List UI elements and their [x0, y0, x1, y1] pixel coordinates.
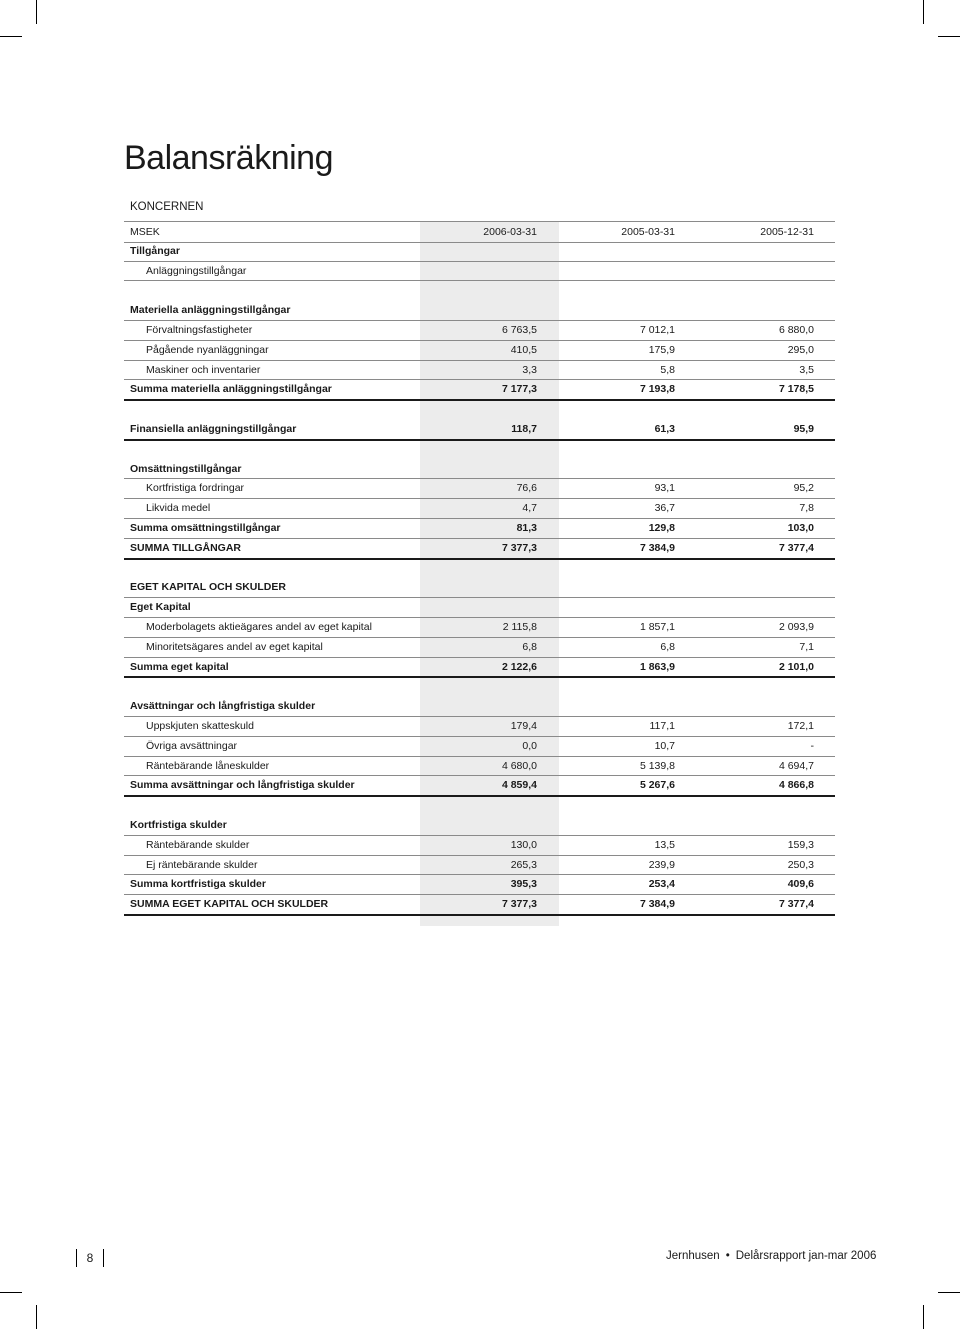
cell-value-1: 4 859,4 [501, 779, 537, 792]
cell-value-3: - [810, 739, 814, 752]
spacer-row [124, 795, 835, 815]
cell-value-2: 175,9 [648, 343, 675, 356]
cell-value-1: 4,7 [522, 502, 537, 515]
table-row [124, 577, 835, 598]
column-header-2005-03-31: 2005-03-31 [621, 226, 675, 238]
crop-mark [938, 1292, 960, 1293]
table-row [124, 518, 835, 539]
crop-mark [923, 1305, 924, 1329]
row-label: Tillgångar [130, 244, 180, 257]
table-row [124, 775, 835, 797]
row-label: EGET KAPITAL OCH SKULDER [130, 581, 286, 594]
table-row [124, 637, 835, 658]
cell-value-2: 5 139,8 [639, 759, 675, 772]
cell-value-1: 3,3 [522, 363, 537, 376]
row-label: Summa omsättningstillgångar [130, 522, 281, 534]
cell-value-1: 179,4 [510, 720, 537, 732]
table-row [124, 835, 835, 856]
cell-value-2: 61,3 [654, 423, 675, 435]
page-title: Balansräkning [124, 139, 333, 177]
footer-separator: • [725, 1250, 730, 1262]
cell-value-3: 103,0 [787, 522, 814, 534]
table-row [124, 379, 835, 401]
crop-mark [923, 0, 924, 24]
table-row [124, 498, 835, 519]
row-label: Eget Kapital [130, 601, 191, 614]
page-number-bar [76, 1249, 77, 1267]
cell-value-1: 7 377,3 [501, 898, 537, 911]
cell-value-1: 410,5 [510, 343, 537, 356]
table-row [124, 300, 835, 321]
table-row [124, 736, 835, 757]
crop-mark [0, 36, 22, 37]
table-row [124, 894, 835, 916]
row-label: Summa kortfristiga skulder [130, 878, 266, 891]
cell-value-2: 239,9 [648, 858, 675, 871]
row-label: Förvaltningsfastigheter [146, 324, 253, 336]
cell-value-3: 7,8 [799, 502, 814, 515]
row-label: Avsättningar och långfristiga skulder [130, 700, 316, 713]
crop-mark [938, 36, 960, 37]
row-label: SUMMA TILLGÅNGAR [130, 541, 242, 554]
cell-value-1: 7 377,3 [501, 541, 537, 554]
cell-value-3: 4 866,8 [778, 779, 814, 792]
page-number-bar [103, 1249, 104, 1267]
cell-value-2: 5,8 [660, 363, 675, 376]
row-label: Likvida medel [146, 502, 211, 515]
cell-value-2: 129,8 [648, 522, 675, 534]
table-row [124, 815, 835, 836]
footer-company: Jernhusen [666, 1250, 720, 1262]
table-row [124, 855, 835, 876]
row-label: Finansiella anläggningstillgångar [130, 423, 297, 435]
table-row [124, 617, 835, 638]
spacer-row [124, 399, 835, 419]
cell-value-3: 95,2 [793, 482, 814, 495]
spacer-row [124, 558, 835, 578]
cell-value-2: 7 012,1 [639, 324, 675, 336]
row-label: Pågående nyanläggningar [146, 343, 269, 356]
row-label: Minoritetsägares andel av eget kapital [146, 640, 323, 653]
table-row [124, 261, 835, 282]
column-header-2006-03-31: 2006-03-31 [483, 226, 537, 238]
cell-value-1: 2 122,6 [501, 660, 537, 673]
cell-value-3: 7 377,4 [778, 541, 814, 554]
row-label: Omsättningstillgångar [130, 462, 242, 475]
row-label: Övriga avsättningar [146, 739, 238, 752]
row-label: Summa eget kapital [130, 660, 229, 673]
table-row [124, 478, 835, 499]
cell-value-2: 1 857,1 [639, 621, 675, 633]
cell-value-1: 76,6 [516, 482, 537, 495]
row-label: Summa materiella anläggningstillgångar [130, 383, 332, 396]
cell-value-3: 172,1 [787, 720, 814, 732]
crop-mark [0, 1292, 22, 1293]
cell-value-1: 265,3 [510, 858, 537, 871]
row-label: Ej räntebärande skulder [146, 858, 258, 871]
footer-report: Delårsrapport jan-mar 2006 [735, 1250, 877, 1262]
row-label: Uppskjuten skatteskuld [146, 720, 254, 732]
cell-value-1: 395,3 [510, 878, 537, 891]
cell-value-1: 130,0 [510, 838, 537, 851]
row-label: Kortfristiga skulder [130, 819, 227, 831]
cell-value-3: 7 178,5 [778, 383, 814, 396]
row-label: SUMMA EGET KAPITAL OCH SKULDER [130, 898, 329, 911]
cell-value-1: 81,3 [516, 522, 537, 534]
cell-value-2: 117,1 [649, 720, 675, 732]
cell-value-1: 118,7 [511, 423, 537, 435]
footer-title [666, 1250, 876, 1262]
cell-value-2: 7 193,8 [639, 383, 675, 396]
cell-value-3: 4 694,7 [778, 759, 814, 772]
section-label: KONCERNEN [130, 201, 204, 213]
table-row [124, 756, 835, 777]
cell-value-2: 5 267,6 [639, 779, 675, 792]
cell-value-2: 1 863,9 [639, 660, 675, 673]
cell-value-2: 36,7 [654, 502, 675, 515]
cell-value-3: 250,3 [787, 858, 814, 871]
page-number: 8 [86, 1251, 94, 1265]
cell-value-3: 159,3 [787, 838, 814, 851]
cell-value-2: 7 384,9 [639, 541, 675, 554]
row-label: Anläggningstillgångar [146, 264, 247, 277]
cell-value-2: 13,5 [654, 838, 675, 851]
cell-value-3: 6 880,0 [778, 324, 814, 336]
row-label: Maskiner och inventarier [146, 363, 261, 376]
crop-mark [36, 0, 37, 24]
table-row [124, 360, 835, 381]
table-row [124, 874, 835, 895]
column-header-unit: MSEK [130, 226, 160, 238]
table-row [124, 419, 835, 441]
cell-value-3: 2 093,9 [778, 621, 814, 633]
cell-value-2: 10,7 [654, 739, 675, 752]
row-label: Summa avsättningar och långfristiga skulder [130, 779, 355, 792]
cell-value-1: 7 177,3 [501, 383, 537, 396]
cell-value-3: 7,1 [799, 640, 814, 653]
cell-value-3: 95,9 [793, 423, 814, 435]
cell-value-1: 6 763,5 [501, 324, 537, 336]
table-row [124, 597, 835, 618]
table-row [124, 459, 835, 480]
cell-value-1: 6,8 [522, 640, 537, 653]
table-row [124, 320, 835, 341]
cell-value-1: 4 680,0 [501, 759, 537, 772]
cell-value-3: 7 377,4 [778, 898, 814, 911]
table-row [124, 657, 835, 679]
cell-value-3: 295,0 [787, 343, 814, 356]
cell-value-3: 2 101,0 [778, 660, 814, 673]
column-header-2005-12-31: 2005-12-31 [760, 226, 814, 238]
table-row [124, 538, 835, 560]
cell-value-1: 0,0 [522, 739, 537, 752]
spacer-row [124, 280, 835, 300]
table-row [124, 241, 835, 262]
table-header-row [124, 221, 835, 243]
row-label: Materiella anläggningstillgångar [130, 304, 291, 317]
crop-mark [36, 1305, 37, 1329]
spacer-row [124, 676, 835, 696]
row-label: Kortfristiga fordringar [146, 482, 245, 495]
cell-value-3: 409,6 [787, 878, 814, 891]
cell-value-2: 6,8 [660, 640, 675, 653]
cell-value-1: 2 115,8 [502, 621, 537, 633]
cell-value-2: 7 384,9 [639, 898, 675, 911]
cell-value-2: 93,1 [654, 482, 675, 495]
cell-value-3: 3,5 [799, 363, 814, 376]
cell-value-2: 253,4 [648, 878, 675, 891]
table-row [124, 340, 835, 361]
row-label: Räntebärande låneskulder [146, 759, 270, 772]
row-label: Moderbolagets aktieägares andel av eget kapital [146, 621, 372, 633]
table-row [124, 716, 835, 737]
spacer-row [124, 439, 835, 459]
row-label: Räntebärande skulder [146, 838, 250, 851]
table-row [124, 696, 835, 717]
